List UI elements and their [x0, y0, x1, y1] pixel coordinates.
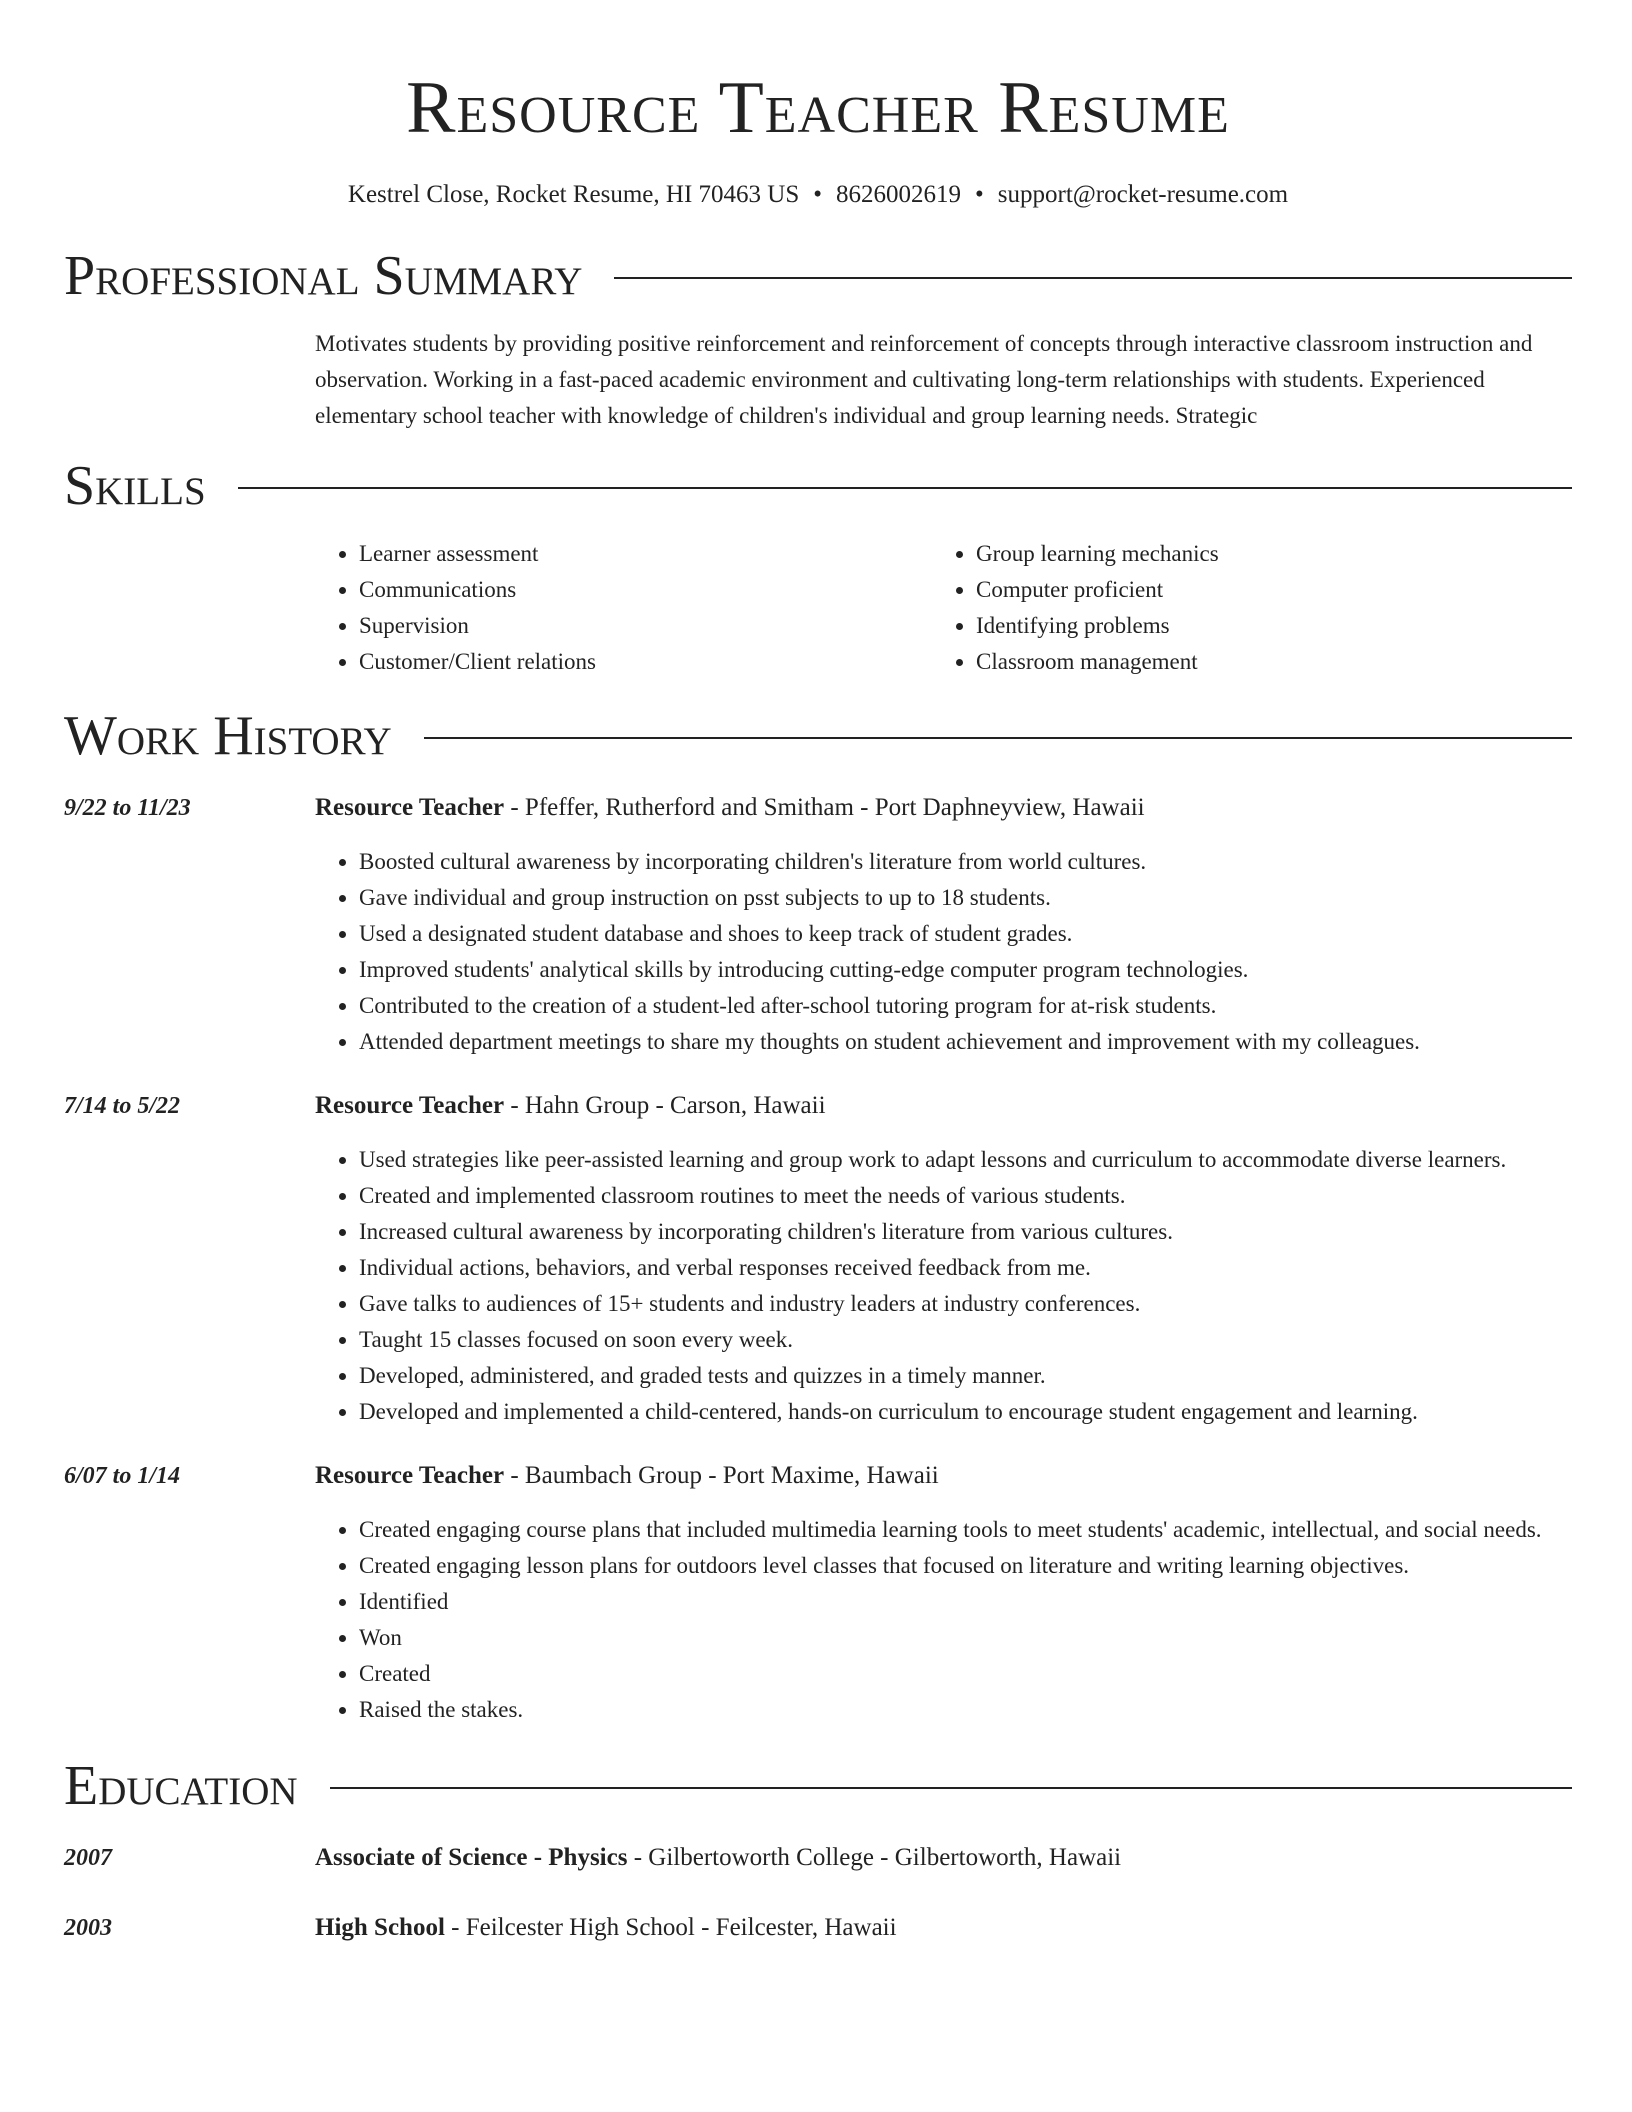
summary-section-heading	[64, 244, 1572, 308]
job-entry	[64, 1088, 1572, 1430]
education-year: 2003	[64, 1915, 112, 1941]
job-dates: 9/22 to 11/23	[64, 795, 191, 821]
job-entry	[64, 790, 1572, 1060]
resume-title: Resource Teacher Resume	[406, 67, 1230, 149]
contact-separator: •	[975, 181, 984, 208]
section-divider	[238, 487, 1572, 489]
job-bullet: • Developed and implemented a child-centered, hands-on curriculum to encourage student engagement and learning.	[359, 1394, 1572, 1430]
job-bullet: • Identified	[359, 1584, 1572, 1620]
job-dates: 6/07 to 1/14	[64, 1463, 181, 1489]
job-bullet: • Developed, administered, and graded tests and quizzes in a timely manner.	[359, 1358, 1572, 1394]
skill-item: • Group learning mechanics	[976, 536, 1549, 572]
contact-line	[64, 180, 1572, 210]
summary-heading-label: Professional Summary	[64, 245, 583, 307]
education-school: - Gilbertoworth College - Gilbertoworth, Hawaii	[627, 1844, 1122, 1871]
contact-email[interactable]: support@rocket-resume.com	[997, 181, 1289, 208]
job-title: Resource Teacher	[315, 794, 505, 821]
education-entry	[64, 1910, 1572, 1946]
education-heading-label: Education	[64, 1755, 298, 1817]
education-line	[315, 1910, 897, 1946]
work-heading-label: Work History	[64, 705, 392, 767]
skills-column-right	[932, 536, 1549, 680]
skill-item: • Identifying problems	[976, 608, 1549, 644]
job-bullets	[315, 844, 1572, 1060]
section-divider	[614, 277, 1572, 279]
contact-address: Kestrel Close, Rocket Resume, HI 70463 US	[347, 181, 800, 208]
job-title-line	[315, 1458, 939, 1494]
education-degree: Associate of Science - Physics	[315, 1844, 628, 1871]
job-bullet: • Individual actions, behaviors, and verbal responses received feedback from me.	[359, 1250, 1572, 1286]
section-divider	[330, 1787, 1572, 1789]
job-header	[64, 1458, 1572, 1494]
section-divider	[424, 737, 1572, 739]
job-title-line	[315, 790, 1145, 826]
job-employer: - Pfeffer, Rutherford and Smitham - Port Daphneyview, Hawaii	[504, 794, 1145, 821]
job-title: Resource Teacher	[315, 1462, 505, 1489]
job-employer: - Hahn Group - Carson, Hawaii	[504, 1092, 826, 1119]
job-bullet: • Gave individual and group instruction on psst subjects to up to 18 students.	[359, 880, 1572, 916]
job-bullets	[315, 1512, 1572, 1728]
job-employer: - Baumbach Group - Port Maxime, Hawaii	[504, 1462, 939, 1489]
skill-item: • Learner assessment	[359, 536, 932, 572]
job-bullet: • Created and implemented classroom routines to meet the needs of various students.	[359, 1178, 1572, 1214]
education-school: - Feilcester High School - Feilcester, Hawaii	[444, 1914, 897, 1941]
work-section-heading	[64, 704, 1572, 768]
education-entry	[64, 1840, 1572, 1876]
education-degree: High School	[315, 1914, 445, 1941]
skills-column-left	[315, 536, 932, 680]
job-bullet: • Boosted cultural awareness by incorporating children's literature from world cultures.	[359, 844, 1572, 880]
education-line	[315, 1840, 1121, 1876]
job-header	[64, 790, 1572, 826]
skill-item: • Communications	[359, 572, 932, 608]
job-bullet: • Used strategies like peer-assisted learning and group work to adapt lessons and curriculum to accommodate diverse learners.	[359, 1142, 1572, 1178]
skills-section-heading	[64, 454, 1572, 518]
job-bullet: • Created engaging course plans that included multimedia learning tools to meet students' academic, intellectual, and social needs.	[359, 1512, 1572, 1548]
job-header	[64, 1088, 1572, 1124]
job-bullet: • Won	[359, 1620, 1572, 1656]
job-bullet: • Taught 15 classes focused on soon every week.	[359, 1322, 1572, 1358]
job-bullet: • Gave talks to audiences of 15+ students and industry leaders at industry conferences.	[359, 1286, 1572, 1322]
job-title: Resource Teacher	[315, 1092, 505, 1119]
skills-list	[315, 536, 1572, 680]
skill-item: • Classroom management	[976, 644, 1549, 680]
job-bullet: • Used a designated student database and shoes to keep track of student grades.	[359, 916, 1572, 952]
education-section-heading	[64, 1754, 1572, 1818]
education-year: 2007	[64, 1845, 112, 1871]
skills-heading-label: Skills	[64, 455, 206, 517]
contact-separator: •	[813, 181, 823, 208]
summary-text: Motivates students by providing positive reinforcement and reinforcement of concepts through interactive classroom instruction and observation. Working in a fast-paced academic environment and cultivating long-term relationships with students. Experienced elementary school teacher with knowledge of children's individual and group learning needs. Strategic	[315, 331, 1533, 428]
job-bullets	[315, 1142, 1572, 1430]
job-bullet: • Increased cultural awareness by incorporating children's literature from various cultures.	[359, 1214, 1572, 1250]
job-bullet: • Improved students' analytical skills by introducing cutting-edge computer program technologies.	[359, 952, 1572, 988]
job-bullet: • Contributed to the creation of a student-led after-school tutoring program for at-risk students.	[359, 988, 1572, 1024]
job-bullet: • Created	[359, 1656, 1572, 1692]
skill-item: • Computer proficient	[976, 572, 1549, 608]
job-dates: 7/14 to 5/22	[64, 1093, 181, 1119]
job-bullet: • Created engaging lesson plans for outdoors level classes that focused on literature and writing learning objectives.	[359, 1548, 1572, 1584]
job-entry	[64, 1458, 1572, 1728]
skill-item: • Supervision	[359, 608, 932, 644]
job-title-line	[315, 1088, 826, 1124]
skill-item: • Customer/Client relations	[359, 644, 932, 680]
job-bullet: • Raised the stakes.	[359, 1692, 1572, 1728]
job-bullet: • Attended department meetings to share my thoughts on student achievement and improvement with my colleagues.	[359, 1024, 1572, 1060]
contact-phone: 8626002619	[836, 181, 962, 208]
